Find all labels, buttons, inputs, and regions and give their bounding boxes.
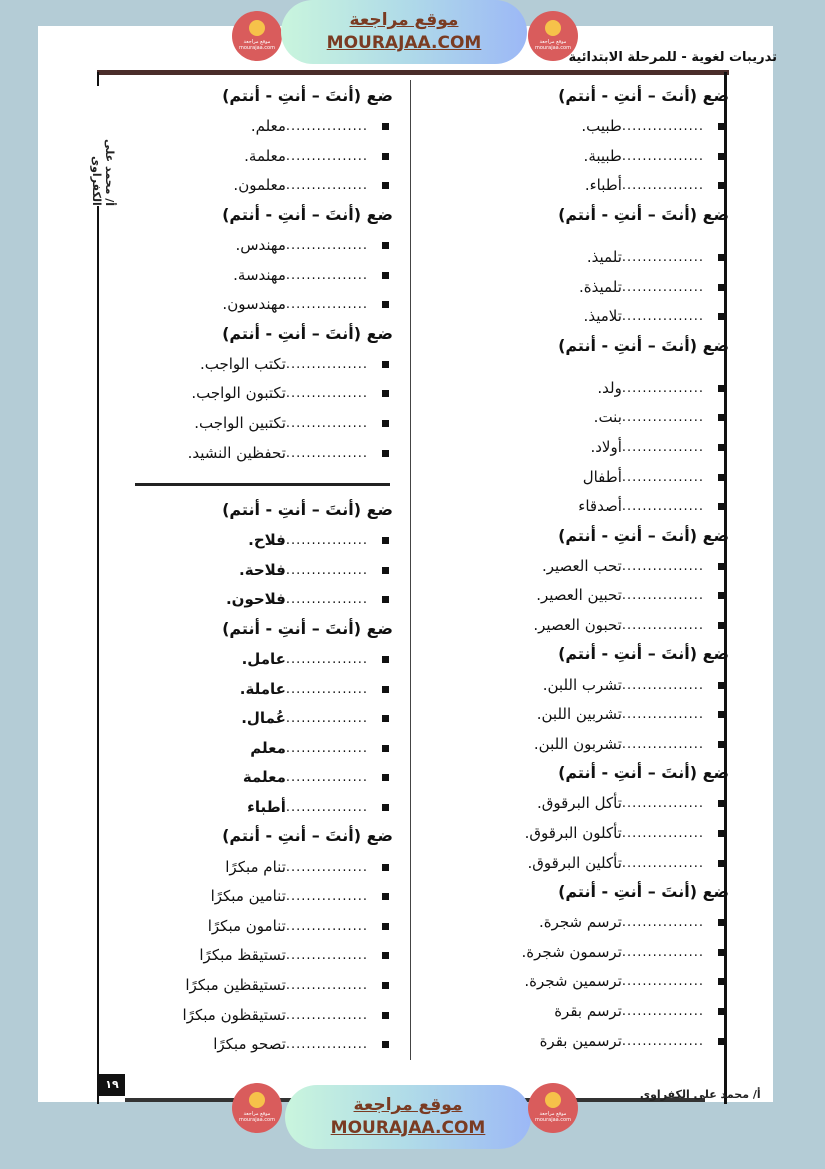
answer-blank[interactable]: ................ <box>285 416 368 432</box>
square-bullet-icon <box>718 313 725 320</box>
exercise-heading: ضع (أنتَ – أنتِ - أنتم) <box>558 204 729 224</box>
answer-blank[interactable]: ................ <box>621 309 704 325</box>
answer-blank[interactable]: ................ <box>621 279 704 295</box>
item-word: ترسم بقرة <box>554 1001 622 1020</box>
answer-blank[interactable]: ................ <box>621 677 704 693</box>
answer-blank[interactable]: ................ <box>285 562 368 578</box>
square-bullet-icon <box>718 622 725 629</box>
square-bullet-icon <box>718 284 725 291</box>
item-word: أطفال <box>582 467 622 486</box>
answer-blank[interactable]: ................ <box>285 859 368 875</box>
answer-blank[interactable]: ................ <box>285 681 368 697</box>
exercise-item <box>429 730 729 760</box>
item-word: عُمال. <box>241 709 286 728</box>
answer-blank[interactable]: ................ <box>621 410 704 426</box>
item-word: تصحو مبكرًا <box>213 1035 286 1054</box>
square-bullet-icon <box>718 503 725 510</box>
exercise-item <box>429 492 729 522</box>
exercise-heading: ضع (أنتَ – أنتِ - أنتم) <box>222 204 393 224</box>
exercise-item <box>113 852 393 882</box>
exercise-item <box>113 793 393 823</box>
item-word: طبيبة. <box>583 146 622 165</box>
logo-icon <box>249 1092 265 1108</box>
site-badge-right-bottom[interactable]: موقع مراجعة mourajaa.com <box>528 1083 578 1133</box>
square-bullet-icon <box>382 301 389 308</box>
exercise-item <box>113 231 393 261</box>
exercise-item <box>429 937 729 967</box>
site-badge-right[interactable]: موقع مراجعة mourajaa.com <box>528 11 578 61</box>
square-bullet-icon <box>718 474 725 481</box>
answer-blank[interactable]: ................ <box>285 148 368 164</box>
exercise-item <box>429 967 729 997</box>
square-bullet-icon <box>382 686 389 693</box>
answer-blank[interactable]: ................ <box>285 799 368 815</box>
answer-blank[interactable]: ................ <box>621 974 704 990</box>
exercise-item <box>429 789 729 819</box>
exercise-item <box>429 848 729 878</box>
item-word: فلاح. <box>248 531 286 550</box>
answer-blank[interactable]: ................ <box>285 238 368 254</box>
square-bullet-icon <box>382 450 389 457</box>
answer-blank[interactable]: ................ <box>285 356 368 372</box>
exercise-item <box>113 290 393 320</box>
square-bullet-icon <box>382 596 389 603</box>
exercise-item <box>113 763 393 793</box>
item-word: ترسمين بقرة <box>539 1031 622 1050</box>
square-bullet-icon <box>718 123 725 130</box>
item-word: تستيقظ مبكرًا <box>199 946 286 965</box>
exercise-item <box>429 403 729 433</box>
page-number: ١٩ <box>99 1074 125 1096</box>
item-word: تحبون العصير. <box>533 616 622 635</box>
square-bullet-icon <box>718 949 725 956</box>
square-bullet-icon <box>382 893 389 900</box>
exercise-item <box>429 1026 729 1056</box>
item-word: تحفظين النشيد. <box>187 443 286 462</box>
square-bullet-icon <box>718 919 725 926</box>
square-bullet-icon <box>382 715 389 722</box>
exercise-item <box>113 1030 393 1060</box>
answer-blank[interactable]: ................ <box>621 618 704 634</box>
square-bullet-icon <box>382 182 389 189</box>
item-word: فلاحون. <box>225 590 286 609</box>
answer-blank[interactable]: ................ <box>621 855 704 871</box>
exercise-item <box>429 243 729 273</box>
answer-blank[interactable]: ................ <box>621 588 704 604</box>
item-word: تشرب اللبن. <box>542 675 622 694</box>
exercise-item <box>113 112 393 142</box>
item-word: معلمون. <box>233 176 286 195</box>
bottom-signature: أ/ محمد على الكفراوى <box>640 1088 761 1101</box>
answer-blank[interactable]: ................ <box>621 736 704 752</box>
square-bullet-icon <box>382 390 389 397</box>
item-word: تحبين العصير. <box>536 586 622 605</box>
exercise-item <box>113 674 393 704</box>
square-bullet-icon <box>382 567 389 574</box>
exercise-heading: ضع (أنتَ – أنتِ - أنتم) <box>558 525 729 545</box>
square-bullet-icon <box>382 745 389 752</box>
exercise-heading: ضع (أنتَ – أنتِ - أنتم) <box>222 618 393 638</box>
answer-blank[interactable]: ................ <box>285 1007 368 1023</box>
item-word: تلاميذ. <box>583 307 622 326</box>
answer-blank[interactable]: ................ <box>621 440 704 456</box>
square-bullet-icon <box>382 864 389 871</box>
answer-blank[interactable]: ................ <box>285 889 368 905</box>
left-column <box>113 82 393 1059</box>
answer-blank[interactable]: ................ <box>285 770 368 786</box>
exercise-heading: ضع (أنتَ – أنتِ - أنتم) <box>558 86 729 105</box>
exercise-heading: ضع (أنتَ – أنتِ - أنتم) <box>558 763 729 783</box>
item-word: تأكل البرقوق. <box>536 794 622 813</box>
site-banner-bottom[interactable] <box>285 1085 531 1149</box>
answer-blank[interactable]: ................ <box>621 796 704 812</box>
item-word: فلاحة. <box>239 560 286 579</box>
exercise-item <box>113 379 393 409</box>
square-bullet-icon <box>382 153 389 160</box>
item-word: تكتب الواجب. <box>199 354 286 373</box>
item-word: تأكلين البرقوق. <box>527 853 622 872</box>
answer-blank[interactable]: ................ <box>285 297 368 313</box>
square-bullet-icon <box>718 830 725 837</box>
exercise-item <box>113 350 393 380</box>
item-word: أصدقاء <box>578 497 622 516</box>
left-border <box>97 72 99 1104</box>
exercise-item <box>113 941 393 971</box>
exercise-item <box>113 142 393 172</box>
worksheet-title: تدريبات لغوية - للمرحلة الابتدائية <box>568 50 777 65</box>
section-spacer <box>113 468 393 496</box>
answer-blank[interactable]: ................ <box>285 119 368 135</box>
answer-blank[interactable]: ................ <box>285 918 368 934</box>
exercise-heading: ضع (أنتَ – أنتِ - أنتم) <box>558 881 729 901</box>
square-bullet-icon <box>718 800 725 807</box>
square-bullet-icon <box>718 978 725 985</box>
square-bullet-icon <box>718 414 725 421</box>
exercise-item <box>429 611 729 641</box>
square-bullet-icon <box>718 563 725 570</box>
item-word: تشربين اللبن. <box>536 705 622 724</box>
exercise-item <box>429 302 729 332</box>
banner-ar-label: موقع مراجعة <box>353 1095 463 1115</box>
answer-blank[interactable]: ................ <box>285 652 368 668</box>
answer-blank[interactable]: ................ <box>621 499 704 515</box>
site-badge-left[interactable]: موقع مراجعة mourajaa.com <box>232 11 282 61</box>
answer-blank[interactable]: ................ <box>285 592 368 608</box>
square-bullet-icon <box>382 982 389 989</box>
item-word: تكتبين الواجب. <box>194 414 286 433</box>
item-word: تشربون اللبن. <box>533 734 622 753</box>
exercise-item <box>113 438 393 468</box>
item-word: أطباء <box>247 797 286 816</box>
exercise-item <box>113 645 393 675</box>
answer-blank[interactable]: ................ <box>285 533 368 549</box>
exercise-item <box>429 272 729 302</box>
item-word: تلميذة. <box>579 277 622 296</box>
item-word: مهندسة. <box>233 265 286 284</box>
answer-blank[interactable]: ................ <box>285 977 368 993</box>
item-word: ترسمون شجرة. <box>521 942 622 961</box>
banner-ar-label: موقع مراجعة <box>349 10 459 30</box>
exercise-heading: ضع (أنتَ – أنتِ - أنتم) <box>558 644 729 664</box>
answer-blank[interactable]: ................ <box>621 119 704 135</box>
exercise-item <box>113 882 393 912</box>
answer-blank[interactable]: ................ <box>285 711 368 727</box>
answer-blank[interactable]: ................ <box>621 1033 704 1049</box>
answer-blank[interactable]: ................ <box>621 178 704 194</box>
item-word: تنامين مبكرًا <box>210 887 286 906</box>
logo-icon <box>249 20 265 36</box>
exercise-item <box>429 552 729 582</box>
site-badge-left-bottom[interactable]: موقع مراجعة mourajaa.com <box>232 1083 282 1133</box>
exercise-item <box>113 526 393 556</box>
square-bullet-icon <box>382 123 389 130</box>
logo-icon <box>545 1092 561 1108</box>
banner-en-label: MOURAJAA.COM <box>330 1118 486 1138</box>
item-word: تلميذ. <box>586 248 622 267</box>
item-word: عامل. <box>241 650 286 669</box>
square-bullet-icon <box>718 682 725 689</box>
answer-blank[interactable]: ................ <box>285 445 368 461</box>
answer-blank[interactable]: ................ <box>621 469 704 485</box>
item-word: تنامون مبكرًا <box>207 916 286 935</box>
exercise-item <box>429 670 729 700</box>
answer-blank[interactable]: ................ <box>621 250 704 266</box>
square-bullet-icon <box>382 1012 389 1019</box>
item-word: تكتبون الواجب. <box>191 384 286 403</box>
answer-blank[interactable]: ................ <box>285 178 368 194</box>
answer-blank[interactable]: ................ <box>621 825 704 841</box>
exercise-item <box>429 581 729 611</box>
exercise-item <box>113 734 393 764</box>
exercise-item <box>429 112 729 142</box>
exercise-item <box>113 585 393 615</box>
exercise-item <box>113 171 393 201</box>
item-word: تستيقظون مبكرًا <box>182 1005 286 1024</box>
square-bullet-icon <box>718 385 725 392</box>
right-column <box>429 82 729 1056</box>
logo-icon <box>545 20 561 36</box>
exercise-item <box>113 409 393 439</box>
answer-blank[interactable]: ................ <box>621 558 704 574</box>
exercise-item <box>429 171 729 201</box>
square-bullet-icon <box>382 1041 389 1048</box>
item-word: ترسم شجرة. <box>538 913 622 932</box>
square-bullet-icon <box>382 923 389 930</box>
answer-blank[interactable]: ................ <box>621 915 704 931</box>
square-bullet-icon <box>382 242 389 249</box>
square-bullet-icon <box>718 860 725 867</box>
answer-blank[interactable]: ................ <box>285 267 368 283</box>
exercise-item <box>429 819 729 849</box>
square-bullet-icon <box>382 804 389 811</box>
square-bullet-icon <box>718 592 725 599</box>
answer-blank[interactable]: ................ <box>285 740 368 756</box>
author-side-label: أ/ محمد على الكفراوى <box>96 86 116 206</box>
item-word: معلم. <box>250 117 286 136</box>
exercise-item <box>429 997 729 1027</box>
square-bullet-icon <box>718 711 725 718</box>
top-rule <box>97 70 729 75</box>
exercise-item <box>429 374 729 404</box>
exercise-item <box>113 704 393 734</box>
item-word: مهندسون. <box>222 295 286 314</box>
item-word: طبيب. <box>581 117 622 136</box>
square-bullet-icon <box>382 361 389 368</box>
exercise-item <box>113 556 393 586</box>
section-rule <box>135 483 390 486</box>
square-bullet-icon <box>382 774 389 781</box>
exercise-item <box>429 462 729 492</box>
answer-blank[interactable]: ................ <box>621 944 704 960</box>
spacer <box>429 231 729 243</box>
item-word: تستيقظين مبكرًا <box>185 975 286 994</box>
exercise-item <box>113 1000 393 1030</box>
exercise-item <box>113 911 393 941</box>
square-bullet-icon <box>382 952 389 959</box>
exercise-heading: ضع (أنتَ – أنتِ - أنتم) <box>222 86 393 105</box>
item-word: تحب العصير. <box>541 556 622 575</box>
exercise-item <box>113 260 393 290</box>
exercise-heading: ضع (أنتَ – أنتِ - أنتم) <box>222 499 393 519</box>
site-banner-top[interactable] <box>281 0 527 64</box>
square-bullet-icon <box>718 1008 725 1015</box>
exercise-item <box>429 700 729 730</box>
square-bullet-icon <box>718 182 725 189</box>
item-word: بنت. <box>593 408 622 427</box>
banner-en-label: MOURAJAA.COM <box>326 33 482 53</box>
square-bullet-icon <box>718 444 725 451</box>
square-bullet-icon <box>718 1038 725 1045</box>
item-word: ترسمين شجرة. <box>524 972 622 991</box>
item-word: ولد. <box>597 378 622 397</box>
spacer <box>429 362 729 374</box>
answer-blank[interactable]: ................ <box>285 1037 368 1053</box>
item-word: معلمة <box>242 768 286 787</box>
square-bullet-icon <box>718 741 725 748</box>
square-bullet-icon <box>382 656 389 663</box>
item-word: تأكلون البرقوق. <box>524 823 622 842</box>
answer-blank[interactable]: ................ <box>285 948 368 964</box>
item-word: عاملة. <box>239 679 286 698</box>
exercise-item <box>113 971 393 1001</box>
exercise-heading: ضع (أنتَ – أنتِ - أنتم) <box>558 335 729 355</box>
square-bullet-icon <box>382 537 389 544</box>
item-word: معلم <box>250 738 286 757</box>
square-bullet-icon <box>718 254 725 261</box>
answer-blank[interactable]: ................ <box>285 386 368 402</box>
exercise-item <box>429 908 729 938</box>
square-bullet-icon <box>718 153 725 160</box>
square-bullet-icon <box>382 420 389 427</box>
item-word: تنام مبكرًا <box>225 857 286 876</box>
item-word: أطباء. <box>584 176 622 195</box>
item-word: معلمة. <box>244 146 286 165</box>
column-divider <box>410 80 411 1060</box>
exercise-item <box>429 142 729 172</box>
item-word: أولاد. <box>590 438 622 457</box>
item-word: مهندس. <box>235 236 286 255</box>
exercise-heading: ضع (أنتَ – أنتِ - أنتم) <box>222 323 393 343</box>
answer-blank[interactable]: ................ <box>621 1003 704 1019</box>
exercise-heading: ضع (أنتَ – أنتِ - أنتم) <box>222 826 393 846</box>
answer-blank[interactable]: ................ <box>621 380 704 396</box>
exercise-item <box>429 433 729 463</box>
square-bullet-icon <box>382 272 389 279</box>
answer-blank[interactable]: ................ <box>621 707 704 723</box>
answer-blank[interactable]: ................ <box>621 148 704 164</box>
